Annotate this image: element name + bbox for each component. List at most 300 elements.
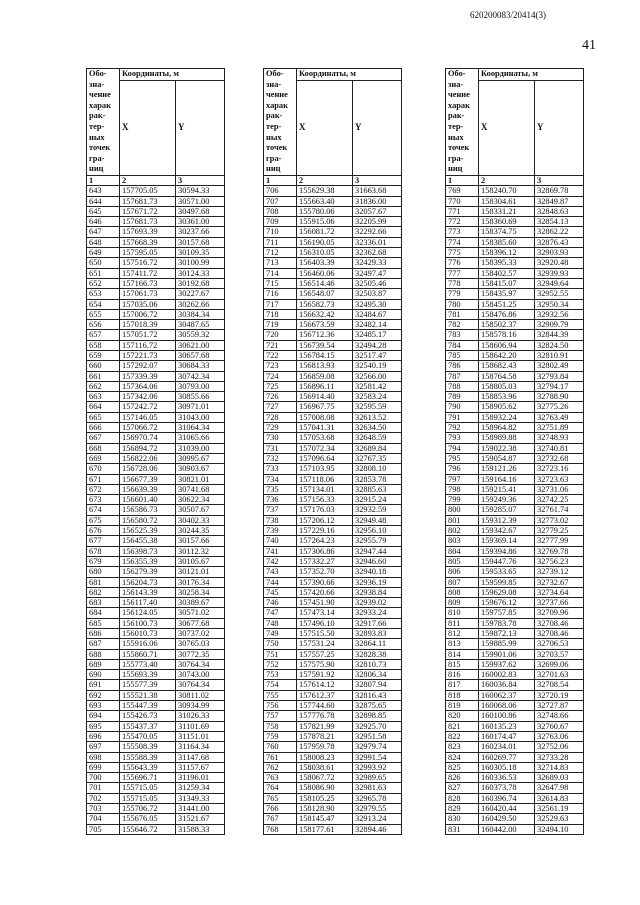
x-cell: 155696.71 xyxy=(120,773,176,783)
y-cell: 32752.06 xyxy=(535,742,584,752)
x-cell: 157878.21 xyxy=(297,731,353,741)
table-row xyxy=(264,453,402,463)
table-row xyxy=(446,752,584,762)
table-row xyxy=(446,670,584,680)
point-id-cell: 827 xyxy=(446,783,479,793)
point-id-cell: 719 xyxy=(264,320,297,330)
x-cell: 158008.23 xyxy=(297,752,353,762)
table-row xyxy=(446,402,584,412)
table-row xyxy=(87,793,225,803)
x-cell: 156548.07 xyxy=(297,289,353,299)
table-row xyxy=(264,402,402,412)
table-body xyxy=(446,186,584,835)
table-row xyxy=(87,206,225,216)
point-id-cell: 713 xyxy=(264,258,297,268)
x-cell: 157306.86 xyxy=(297,546,353,556)
table-row xyxy=(446,505,584,515)
table-row xyxy=(264,186,402,196)
x-cell: 156279.39 xyxy=(120,567,176,577)
x-cell: 158853.96 xyxy=(479,392,535,402)
x-cell: 158451.25 xyxy=(479,299,535,309)
x-cell: 157051.72 xyxy=(120,330,176,340)
point-id-cell: 829 xyxy=(446,804,479,814)
y-cell: 30402.33 xyxy=(176,515,225,525)
y-cell: 31441.00 xyxy=(176,804,225,814)
y-cell: 32807.94 xyxy=(353,680,402,690)
x-cell: 155629.38 xyxy=(297,186,353,196)
y-cell: 32714.83 xyxy=(535,762,584,772)
table-row xyxy=(264,320,402,330)
y-cell: 32938.84 xyxy=(353,587,402,597)
y-cell: 32965.78 xyxy=(353,793,402,803)
point-id-cell: 669 xyxy=(87,453,120,463)
table-row xyxy=(264,474,402,484)
x-cell: 157776.78 xyxy=(297,711,353,721)
x-cell: 155663.40 xyxy=(297,196,353,206)
y-cell: 31836.00 xyxy=(353,196,402,206)
y-cell: 30742.34 xyxy=(176,371,225,381)
y-cell: 32806.34 xyxy=(353,670,402,680)
x-cell: 155773.40 xyxy=(120,659,176,669)
point-id-cell: 721 xyxy=(264,340,297,350)
point-id-cell: 740 xyxy=(264,536,297,546)
table-row xyxy=(446,474,584,484)
x-cell: 160036.84 xyxy=(479,680,535,690)
point-id-cell: 820 xyxy=(446,711,479,721)
y-cell: 32828.38 xyxy=(353,649,402,659)
x-cell: 158989.88 xyxy=(479,433,535,443)
x-cell: 158067.72 xyxy=(297,773,353,783)
point-id-cell: 652 xyxy=(87,278,120,288)
table-row xyxy=(87,340,225,350)
x-cell: 158145.47 xyxy=(297,814,353,824)
x-cell: 157066.72 xyxy=(120,423,176,433)
point-id-cell: 691 xyxy=(87,680,120,690)
x-cell: 157041.31 xyxy=(297,423,353,433)
point-id-cell: 794 xyxy=(446,443,479,453)
y-cell: 32723.63 xyxy=(535,474,584,484)
x-cell: 157176.03 xyxy=(297,505,353,515)
table-row xyxy=(87,690,225,700)
table-row xyxy=(264,330,402,340)
y-cell: 30100.99 xyxy=(176,258,225,268)
y-cell: 32933.24 xyxy=(353,608,402,618)
point-id-cell: 704 xyxy=(87,814,120,824)
y-cell: 32950.34 xyxy=(535,299,584,309)
x-cell: 156632.42 xyxy=(297,309,353,319)
x-cell: 158240.70 xyxy=(479,186,535,196)
y-cell: 32875.65 xyxy=(353,701,402,711)
point-id-cell: 715 xyxy=(264,278,297,288)
point-id-cell: 814 xyxy=(446,649,479,659)
x-cell: 158932.24 xyxy=(479,412,535,422)
y-cell: 30793.00 xyxy=(176,381,225,391)
point-id-cell: 679 xyxy=(87,556,120,566)
point-id-cell: 739 xyxy=(264,526,297,536)
point-id-cell: 706 xyxy=(264,186,297,196)
y-cell: 32951.58 xyxy=(353,731,402,741)
point-id-cell: 763 xyxy=(264,773,297,783)
y-cell: 32932.59 xyxy=(353,505,402,515)
point-id-cell: 805 xyxy=(446,556,479,566)
point-id-cell: 830 xyxy=(446,814,479,824)
y-cell: 32751.89 xyxy=(535,423,584,433)
x-cell: 156586.73 xyxy=(120,505,176,515)
point-id-cell: 673 xyxy=(87,495,120,505)
y-cell: 32732.67 xyxy=(535,577,584,587)
table-row xyxy=(87,783,225,793)
point-id-cell: 826 xyxy=(446,773,479,783)
table-row xyxy=(446,639,584,649)
point-id-cell: 732 xyxy=(264,453,297,463)
table-row xyxy=(87,567,225,577)
table-row xyxy=(87,598,225,608)
table-row xyxy=(264,731,402,741)
table-row xyxy=(446,629,584,639)
point-id-cell: 643 xyxy=(87,186,120,196)
x-cell: 156822.06 xyxy=(120,453,176,463)
point-id-cell: 793 xyxy=(446,433,479,443)
table-row xyxy=(446,196,584,206)
point-id-cell: 754 xyxy=(264,680,297,690)
y-cell: 32739.12 xyxy=(535,567,584,577)
coordinates-table xyxy=(263,68,402,835)
x-cell: 156859.08 xyxy=(297,371,353,381)
point-id-cell: 776 xyxy=(446,258,479,268)
point-id-cell: 720 xyxy=(264,330,297,340)
x-cell: 156514.46 xyxy=(297,278,353,288)
table-row xyxy=(264,690,402,700)
x-cell: 156896.11 xyxy=(297,381,353,391)
x-cell: 158105.25 xyxy=(297,793,353,803)
x-cell: 157420.66 xyxy=(297,587,353,597)
y-cell: 30258.34 xyxy=(176,587,225,597)
y-cell: 32853.78 xyxy=(353,474,402,484)
x-cell: 160135.23 xyxy=(479,721,535,731)
table-row xyxy=(87,289,225,299)
table-row xyxy=(264,495,402,505)
x-cell: 157744.60 xyxy=(297,701,353,711)
table-row xyxy=(87,701,225,711)
table-row xyxy=(87,536,225,546)
y-header: Y xyxy=(535,80,584,175)
y-cell: 31026.33 xyxy=(176,711,225,721)
y-cell: 32849.87 xyxy=(535,196,584,206)
table-row xyxy=(446,546,584,556)
point-id-cell: 795 xyxy=(446,453,479,463)
point-id-cell: 812 xyxy=(446,629,479,639)
table-row xyxy=(264,299,402,309)
y-cell: 30621.00 xyxy=(176,340,225,350)
point-id-cell: 811 xyxy=(446,618,479,628)
table-row xyxy=(87,196,225,206)
x-cell: 158502.37 xyxy=(479,320,535,330)
table-row xyxy=(446,217,584,227)
x-cell: 157292.07 xyxy=(120,361,176,371)
x-cell: 156813.93 xyxy=(297,361,353,371)
point-id-cell: 646 xyxy=(87,217,120,227)
y-cell: 32893.83 xyxy=(353,629,402,639)
y-cell: 32793.84 xyxy=(535,371,584,381)
point-id-cell: 690 xyxy=(87,670,120,680)
point-id-cell: 645 xyxy=(87,206,120,216)
x-cell: 160336.53 xyxy=(479,773,535,783)
point-id-cell: 777 xyxy=(446,268,479,278)
table-row xyxy=(87,526,225,536)
y-cell: 30737.02 xyxy=(176,629,225,639)
x-cell: 157451.90 xyxy=(297,598,353,608)
x-cell: 157018.39 xyxy=(120,320,176,330)
y-cell: 32540.19 xyxy=(353,361,402,371)
table-row xyxy=(446,762,584,772)
x-cell: 158331.21 xyxy=(479,206,535,216)
x-cell: 155588.39 xyxy=(120,752,176,762)
table-row xyxy=(87,608,225,618)
point-id-cell: 681 xyxy=(87,577,120,587)
y-cell: 32699.06 xyxy=(535,659,584,669)
point-id-cell: 824 xyxy=(446,752,479,762)
table-row xyxy=(87,392,225,402)
x-cell: 158304.61 xyxy=(479,196,535,206)
y-cell: 30192.68 xyxy=(176,278,225,288)
point-id-cell: 653 xyxy=(87,289,120,299)
column-number: 3 xyxy=(535,175,584,185)
point-id-cell: 708 xyxy=(264,206,297,216)
table-row xyxy=(264,309,402,319)
table-row xyxy=(264,278,402,288)
y-cell: 30237.66 xyxy=(176,227,225,237)
x-cell: 156460.06 xyxy=(297,268,353,278)
table-row xyxy=(264,289,402,299)
x-cell: 156355.39 xyxy=(120,556,176,566)
y-cell: 32909.79 xyxy=(535,320,584,330)
table-row xyxy=(87,371,225,381)
table-row xyxy=(264,659,402,669)
y-cell: 32613.52 xyxy=(353,412,402,422)
coordinates-header: Координаты, м xyxy=(479,69,584,81)
x-cell: 155447.39 xyxy=(120,701,176,711)
y-cell: 30112.32 xyxy=(176,546,225,556)
x-cell: 156601.40 xyxy=(120,495,176,505)
table-row xyxy=(264,629,402,639)
table-row xyxy=(446,783,584,793)
y-cell: 32583.24 xyxy=(353,392,402,402)
x-cell: 157671.72 xyxy=(120,206,176,216)
table-row xyxy=(446,350,584,360)
y-cell: 32529.63 xyxy=(535,814,584,824)
y-cell: 32824.50 xyxy=(535,340,584,350)
point-id-cell: 755 xyxy=(264,690,297,700)
x-cell: 160234.01 xyxy=(479,742,535,752)
y-cell: 32581.42 xyxy=(353,381,402,391)
y-cell: 32939.93 xyxy=(535,268,584,278)
point-id-cell: 692 xyxy=(87,690,120,700)
x-cell: 157134.01 xyxy=(297,484,353,494)
y-cell: 32979.55 xyxy=(353,804,402,814)
table-row xyxy=(264,392,402,402)
point-id-cell: 726 xyxy=(264,392,297,402)
point-id-cell: 710 xyxy=(264,227,297,237)
x-cell: 156728.06 xyxy=(120,464,176,474)
y-cell: 32869.78 xyxy=(535,186,584,196)
x-cell: 156712.36 xyxy=(297,330,353,340)
table-row xyxy=(87,278,225,288)
point-id-cell: 709 xyxy=(264,217,297,227)
point-id-cell: 790 xyxy=(446,402,479,412)
y-cell: 32647.98 xyxy=(535,783,584,793)
point-id-cell: 808 xyxy=(446,587,479,597)
table-row xyxy=(446,453,584,463)
y-cell: 32956.10 xyxy=(353,526,402,536)
x-cell: 158805.03 xyxy=(479,381,535,391)
y-cell: 32057.67 xyxy=(353,206,402,216)
point-id-cell: 780 xyxy=(446,299,479,309)
point-id-cell: 731 xyxy=(264,443,297,453)
table-row xyxy=(264,711,402,721)
table-row xyxy=(446,464,584,474)
point-id-cell: 750 xyxy=(264,639,297,649)
y-cell: 32936.19 xyxy=(353,577,402,587)
point-id-cell: 659 xyxy=(87,350,120,360)
table-row xyxy=(264,587,402,597)
table-row xyxy=(264,350,402,360)
point-id-cell: 782 xyxy=(446,320,479,330)
y-cell: 32854.13 xyxy=(535,217,584,227)
x-cell: 156525.39 xyxy=(120,526,176,536)
table-row xyxy=(264,248,402,258)
y-cell: 32205.99 xyxy=(353,217,402,227)
y-cell: 32949.64 xyxy=(535,278,584,288)
table-row xyxy=(264,721,402,731)
table-row xyxy=(264,577,402,587)
y-cell: 30903.67 xyxy=(176,464,225,474)
x-cell: 160068.06 xyxy=(479,701,535,711)
x-cell: 157332.27 xyxy=(297,556,353,566)
point-id-cell: 751 xyxy=(264,649,297,659)
y-cell: 31101.69 xyxy=(176,721,225,731)
x-cell: 156894.72 xyxy=(120,443,176,453)
point-id-cell: 664 xyxy=(87,402,120,412)
y-cell: 32810.91 xyxy=(535,350,584,360)
y-header: Y xyxy=(176,80,225,175)
x-cell: 155715.05 xyxy=(120,783,176,793)
x-cell: 155577.39 xyxy=(120,680,176,690)
table-row xyxy=(446,618,584,628)
point-id-cell: 714 xyxy=(264,268,297,278)
x-cell: 157342.06 xyxy=(120,392,176,402)
y-cell: 32802.49 xyxy=(535,361,584,371)
y-cell: 30677.68 xyxy=(176,618,225,628)
x-cell: 157390.66 xyxy=(297,577,353,587)
table-row xyxy=(87,248,225,258)
table-row xyxy=(446,742,584,752)
x-cell: 159164.16 xyxy=(479,474,535,484)
designation-header: Обо- зна- чение харак рак- тер- ных точек гра- ниц xyxy=(87,69,120,176)
table-row xyxy=(87,453,225,463)
table-row xyxy=(264,598,402,608)
table-row xyxy=(446,186,584,196)
point-id-cell: 651 xyxy=(87,268,120,278)
table-row xyxy=(87,731,225,741)
x-cell: 157515.50 xyxy=(297,629,353,639)
table-row xyxy=(264,361,402,371)
y-cell: 32497.47 xyxy=(353,268,402,278)
y-cell: 30764.34 xyxy=(176,659,225,669)
point-id-cell: 769 xyxy=(446,186,479,196)
x-cell: 157229.16 xyxy=(297,526,353,536)
table-row xyxy=(264,464,402,474)
point-id-cell: 756 xyxy=(264,701,297,711)
x-cell: 157473.14 xyxy=(297,608,353,618)
table-row xyxy=(87,474,225,484)
table-row xyxy=(87,412,225,422)
table-row xyxy=(87,577,225,587)
designation-header: Обо- зна- чение харак рак- тер- ных точек гра- ниц xyxy=(446,69,479,176)
coordinates-table xyxy=(445,68,584,835)
table-row xyxy=(264,381,402,391)
point-id-cell: 737 xyxy=(264,505,297,515)
point-id-cell: 746 xyxy=(264,598,297,608)
y-cell: 30176.34 xyxy=(176,577,225,587)
table-row xyxy=(87,484,225,494)
y-cell: 32898.85 xyxy=(353,711,402,721)
y-cell: 30571.02 xyxy=(176,608,225,618)
table-row xyxy=(264,762,402,772)
x-cell: 155706.72 xyxy=(120,804,176,814)
x-cell: 157061.73 xyxy=(120,289,176,299)
x-cell: 157035.06 xyxy=(120,299,176,309)
table-row xyxy=(87,423,225,433)
point-id-cell: 693 xyxy=(87,701,120,711)
y-cell: 30124.33 xyxy=(176,268,225,278)
x-cell: 156784.15 xyxy=(297,350,353,360)
x-cell: 156190.05 xyxy=(297,237,353,247)
table-row xyxy=(446,237,584,247)
point-id-cell: 770 xyxy=(446,196,479,206)
point-id-cell: 675 xyxy=(87,515,120,525)
point-id-cell: 784 xyxy=(446,340,479,350)
y-cell: 32848.63 xyxy=(535,206,584,216)
point-id-cell: 717 xyxy=(264,299,297,309)
point-id-cell: 676 xyxy=(87,526,120,536)
column-number: 2 xyxy=(120,175,176,185)
point-id-cell: 771 xyxy=(446,206,479,216)
point-id-cell: 736 xyxy=(264,495,297,505)
point-id-cell: 697 xyxy=(87,742,120,752)
y-cell: 32727.87 xyxy=(535,701,584,711)
x-cell: 155521.38 xyxy=(120,690,176,700)
table-row xyxy=(87,618,225,628)
x-cell: 157206.12 xyxy=(297,515,353,525)
table-row xyxy=(446,556,584,566)
point-id-cell: 792 xyxy=(446,423,479,433)
y-cell: 31259.34 xyxy=(176,783,225,793)
table-row xyxy=(446,423,584,433)
y-cell: 30384.34 xyxy=(176,309,225,319)
point-id-cell: 799 xyxy=(446,495,479,505)
point-id-cell: 683 xyxy=(87,598,120,608)
table-row xyxy=(87,742,225,752)
table-row xyxy=(446,690,584,700)
table-row xyxy=(87,639,225,649)
x-cell: 159533.65 xyxy=(479,567,535,577)
x-cell: 158642.20 xyxy=(479,350,535,360)
y-cell: 31147.68 xyxy=(176,752,225,762)
column-number: 1 xyxy=(264,175,297,185)
table-row xyxy=(87,587,225,597)
point-id-cell: 687 xyxy=(87,639,120,649)
table-row xyxy=(264,701,402,711)
